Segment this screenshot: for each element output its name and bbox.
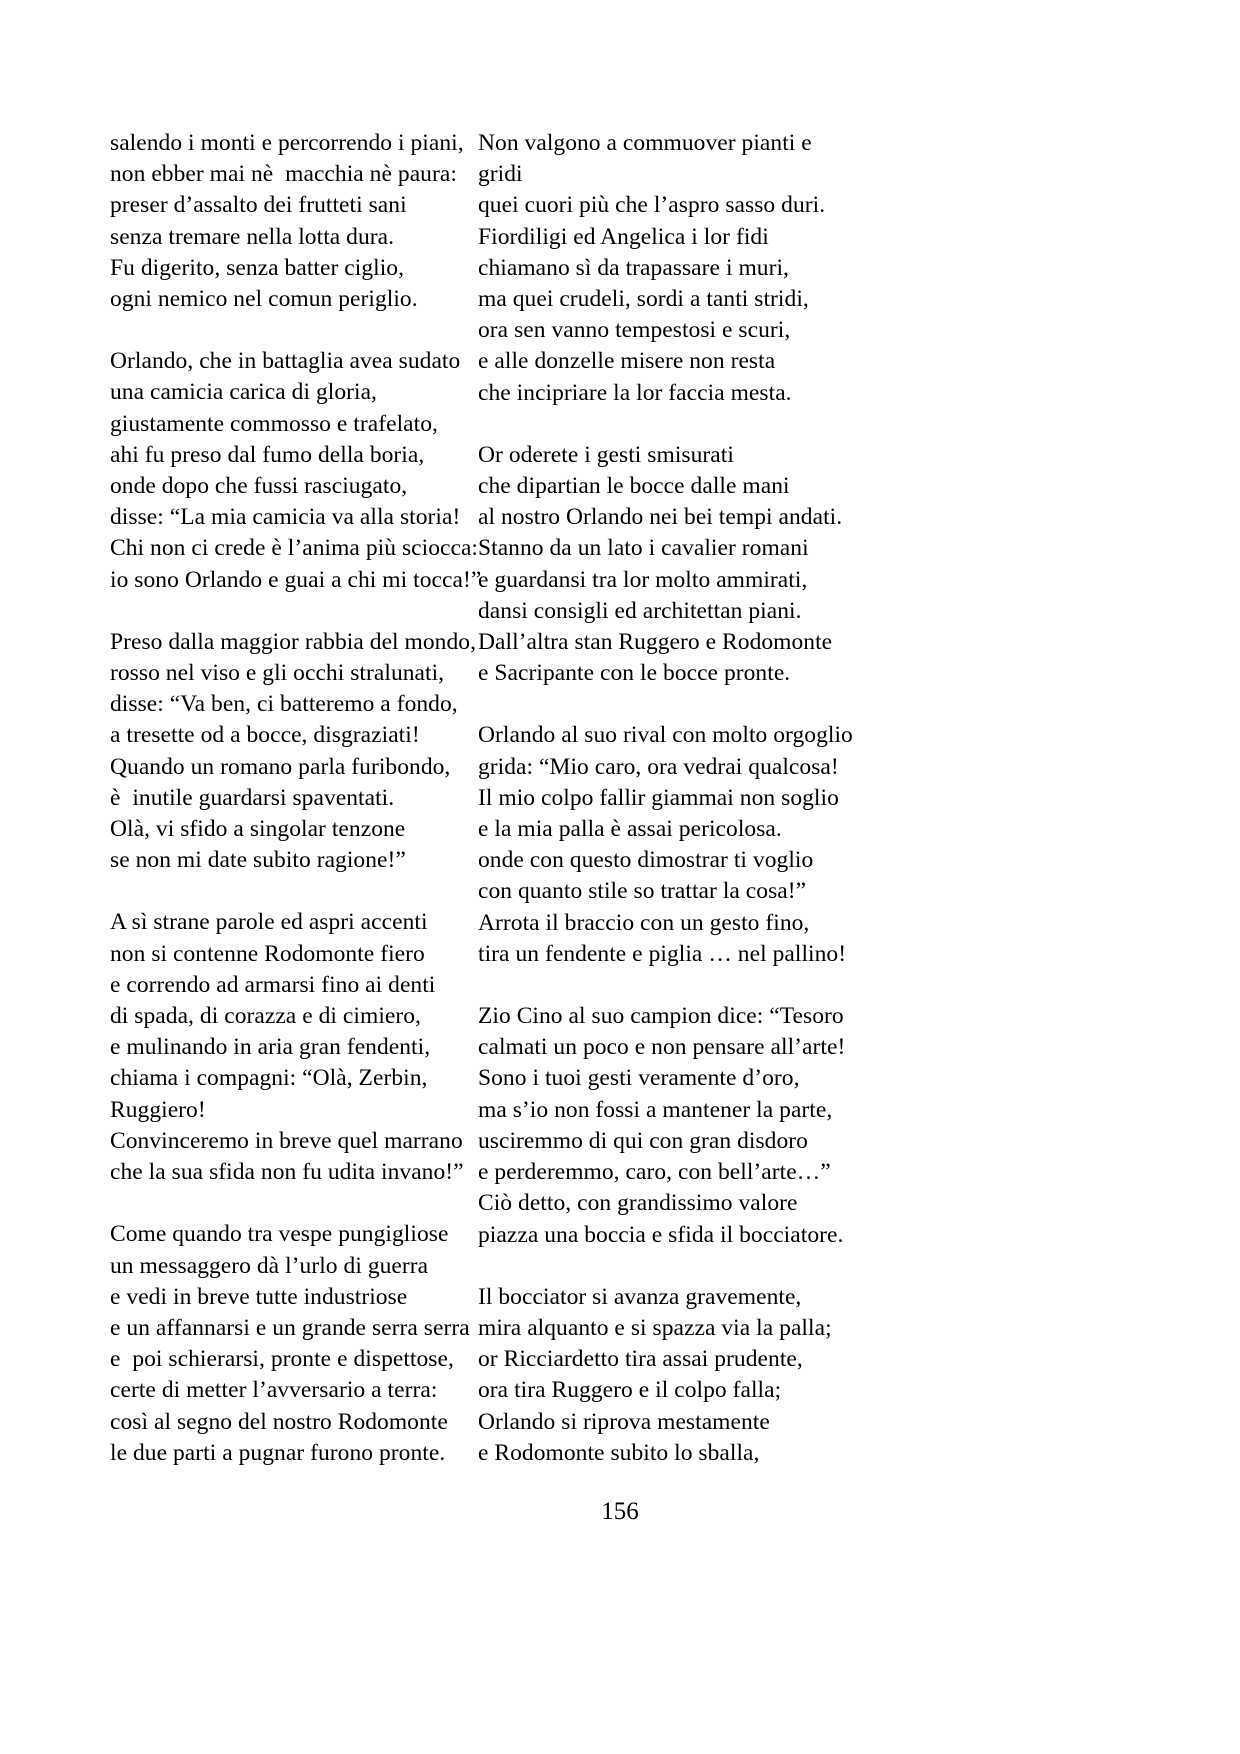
verse-line: io sono Orlando e guai a chi mi tocca!” [110,566,482,593]
verse-line: Orlando si riprova mestamente [478,1408,770,1435]
verse-line: Or oderete i gesti smisurati [478,441,734,468]
stanza [478,440,956,690]
stanza [110,907,478,1188]
stanza [110,627,478,877]
verse-line: Dall’altra stan Ruggero e Rodomonte [478,629,833,656]
verse-line: è inutile guardarsi spaventati. [110,784,395,811]
verse-line: Zio Cino al suo campion dice: “Tesoro [478,1003,844,1030]
page-number: 156 [601,1498,639,1525]
verse-line: disse: “Va ben, ci batteremo a fondo, [110,691,458,718]
verse-line: preser d’assalto dei frutteti sani [110,192,407,219]
verse-line: e Rodomonte subito lo sballa, [478,1439,760,1466]
verse-line: e vedi in breve tutte industriose [110,1283,408,1310]
column-left [0,128,482,1469]
verse-line: che dipartian le bocce dalle mani [478,473,790,500]
verse-line: così al segno del nostro Rodomonte [110,1408,448,1435]
verse-line: e perderemmo, caro, con bell’arte…” [478,1159,831,1186]
verse-line: piazza una boccia e sfida il bocciatore. [478,1221,844,1248]
verse-line: grida: “Mio caro, ora vedrai qualcosa! [478,753,839,780]
verse-line: giustamente commosso e trafelato, [110,410,438,437]
verse-line: e poi schierarsi, pronte e dispettose, [110,1346,454,1373]
verse-line: ogni nemico nel comun periglio. [110,286,418,313]
verse-line: al nostro Orlando nei bei tempi andati. [478,504,843,531]
verse-line: ma quei crudeli, sordi a tanti stridi, [478,286,809,313]
verse-line: e un affannarsi e un grande serra serra [110,1314,470,1341]
verse-line: Preso dalla maggior rabbia del mondo, [110,628,477,655]
verse-line: quei cuori più che l’aspro sasso duri. [478,192,826,219]
verse-line: ora tira Ruggero e il colpo falla; [478,1377,782,1404]
verse-line: gridi [478,161,523,188]
verse-line: Stanno da un lato i cavalier romani [478,535,809,562]
verse-line: e guardansi tra lor molto ammirati, [478,566,808,593]
verse-line: Il bocciator si avanza gravemente, [478,1283,802,1310]
verse-line: tira un fendente e piglia … nel pallino! [478,940,847,967]
verse-line: e alle donzelle misere non resta [478,348,776,375]
verse-line: e mulinando in aria gran fendenti, [110,1034,431,1061]
verse-line: dansi consigli ed architettan piani. [478,597,802,624]
verse-line: Chi non ci crede è l’anima più sciocca: [110,535,479,562]
verse-line: di spada, di corazza e di cimiero, [110,1003,421,1030]
stanza [110,1219,478,1469]
verse-line: ahi fu preso dal fumo della boria, [110,441,425,468]
verse-line: Il mio colpo fallir giammai non soglio [478,784,839,811]
verse-line: chiamano sì da trapassare i muri, [478,254,789,281]
verse-line: calmati un poco e non pensare all’arte! [478,1034,846,1061]
verse-line: A sì strane parole ed aspri accenti [110,909,428,936]
verse-line: rosso nel viso e gli occhi stralunati, [110,660,445,687]
verse-line: disse: “La mia camicia va alla storia! [110,504,461,531]
stanza [478,720,956,970]
verse-line: con quanto stile so trattar la cosa!” [478,878,807,905]
stanza [478,128,956,409]
verse-line: Olà, vi sfido a singolar tenzone [110,816,406,843]
verse-line: se non mi date subito ragione!” [110,847,406,874]
verse-line: e la mia palla è assai pericolosa. [478,816,782,843]
verse-line: non si contenne Rodomonte fiero [110,940,425,967]
verse-line: Convinceremo in breve quel marrano [110,1127,463,1154]
verse-line: certe di metter l’avversario a terra: [110,1377,438,1404]
verse-line: or Ricciardetto tira assai prudente, [478,1346,803,1373]
verse-line: Come quando tra vespe pungigliose [110,1221,449,1248]
verse-line: senza tremare nella lotta dura. [110,223,395,250]
verse-line: Quando un romano parla furibondo, [110,753,451,780]
verse-line: Ciò detto, con grandissimo valore [478,1190,798,1217]
verse-line: e Sacripante con le bocce pronte. [478,660,791,687]
verse-line: Orlando, che in battaglia avea sudato [110,348,461,375]
verse-line: salendo i monti e percorrendo i piani, [110,130,464,156]
text-columns [0,128,1240,1469]
verse-line: Sono i tuoi gesti veramente d’oro, [478,1065,800,1092]
verse-line: Non valgono a commuover pianti e [478,130,812,156]
verse-line: mira alquanto e si spazza via la palla; [478,1314,832,1341]
verse-line: onde con questo dimostrar ti voglio [478,847,814,874]
verse-line: ma s’io non fossi a mantener la parte, [478,1096,833,1123]
verse-line: usciremmo di qui con gran disdoro [478,1127,808,1154]
stanza [478,1282,956,1469]
verse-line: ora sen vanno tempestosi e scuri, [478,317,791,344]
verse-line: non ebber mai nè macchia nè paura: [110,161,457,188]
verse-line: che la sua sfida non fu udita invano!” [110,1159,464,1186]
verse-line: una camicia carica di gloria, [110,379,377,406]
stanza [110,128,478,315]
verse-line: a tresette od a bocce, disgraziati! [110,722,420,749]
verse-line: Ruggiero! [110,1096,206,1123]
verse-line: chiama i compagni: “Olà, Zerbin, [110,1065,428,1092]
verse-line: che incipriare la lor faccia mesta. [478,379,792,406]
verse-line: Arrota il braccio con un gesto fino, [478,909,810,936]
verse-line: e correndo ad armarsi fino ai denti [110,971,436,998]
verse-line: Fu digerito, senza batter ciglio, [110,254,405,281]
verse-line: onde dopo che fussi rasciugato, [110,473,408,500]
verse-line: Fiordiligi ed Angelica i lor fidi [478,223,769,250]
verse-line: Orlando al suo rival con molto orgoglio [478,722,853,749]
stanza [478,1001,956,1251]
verse-line: le due parti a pugnar furono pronte. [110,1439,446,1466]
column-right [478,128,956,1469]
verse-line: un messaggero dà l’urlo di guerra [110,1252,429,1279]
stanza [110,346,482,596]
